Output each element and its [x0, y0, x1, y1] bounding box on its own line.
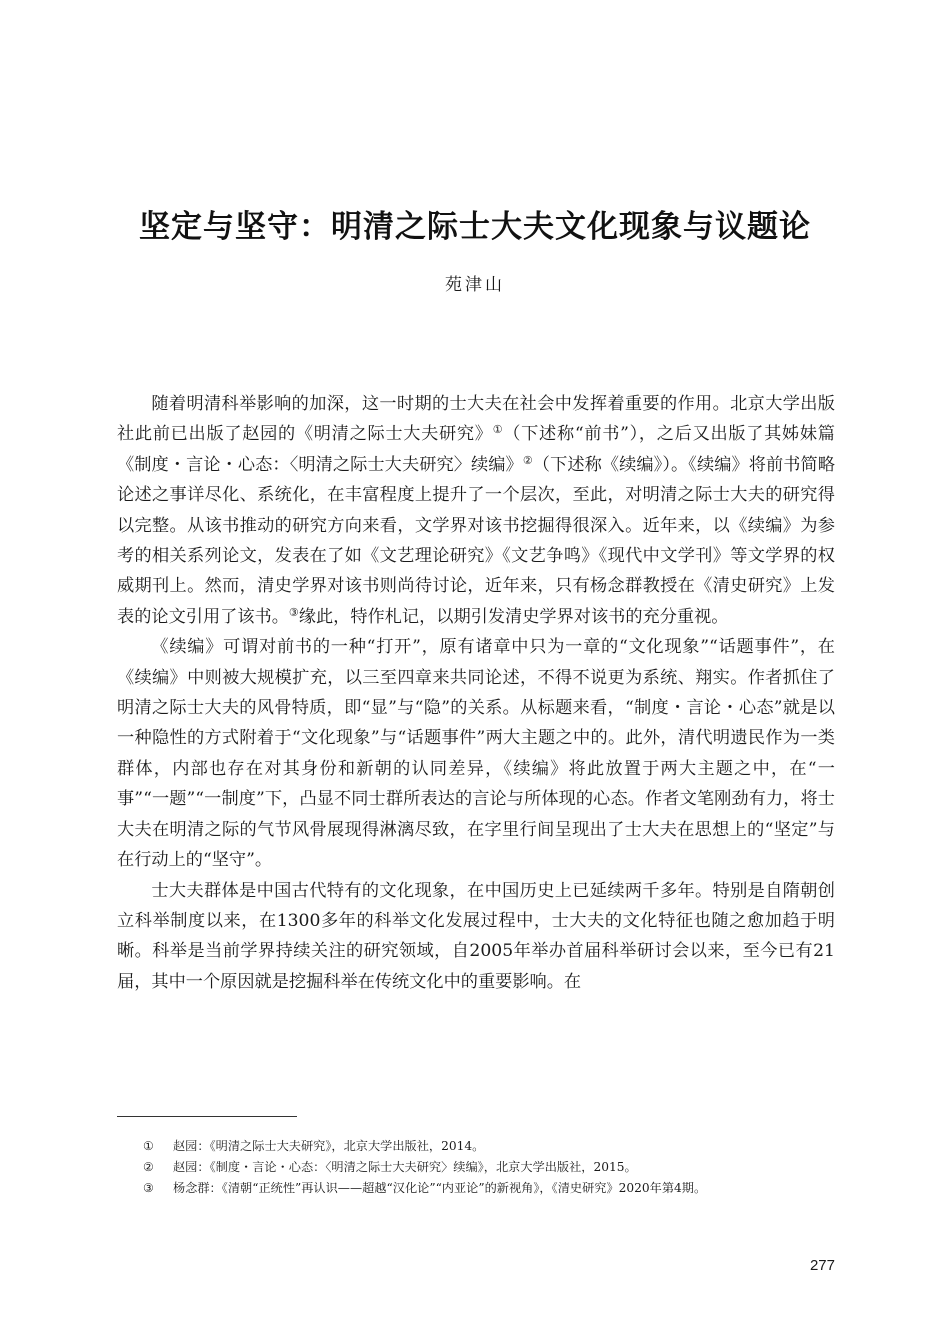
footnote-ref[interactable]: ②: [522, 453, 533, 467]
body-paragraph: 士大夫群体是中国古代特有的文化现象，在中国历史上已延续两千多年。特别是自隋朝创立科举制度以来，在1300多年的科举文化发展过程中，士大夫的文化特征也随之愈加趋于明晰。科举是当前学界持续关注的研究领域，自2005年举办首届科举研讨会以来，至今已有21届，其中一个原因就是挖掘科举在传统文化中的重要影响。在: [117, 880, 835, 992]
body-paragraph: [117, 389, 835, 632]
paragraph-text: 随着明清科举影响的加深，这一时期的士大夫在社会中发挥着重要的作用。北京大学出版社此前已出版了赵园的《明清之际士大夫研究》: [117, 394, 835, 445]
footnote: [143, 1157, 835, 1178]
body-paragraph: 《续编》可谓对前书的一种“打开”，原有诸章中只为一章的“文化现象”“话题事件”，在《续编》中则被大规模扩充，以三至四章来共同论述，不得不说更为系统、翔实。作者抓住了明清之际士大夫的风骨特质，即“显”与“隐”的关系。从标题来看，“制度・言论・心态”就是以一种隐性的方式附着于“文化现象”与“话题事件”两大主题之中的。此外，清代明遗民作为一类群体，内部也存在对其身份和新朝的认同差异，《续编》将此放置于两大主题之中，在“一事”“一题”“一制度”下，凸显不同士群所表达的言论与所体现的心态。作者文笔刚劲有力，将士大夫在明清之际的气节风骨展现得淋漓尽致，在字里行间呈现出了士大夫在思想上的“坚定”与在行动上的“坚守”。: [117, 637, 835, 871]
footnote-text: 赵园：《明清之际士大夫研究》，北京大学出版社，2014。: [173, 1139, 485, 1153]
footnote-text: 赵园：《制度・言论・心态：〈明清之际士大夫研究〉续编》，北京大学出版社，2015。: [173, 1160, 637, 1174]
footnote-mark: ③: [143, 1181, 154, 1195]
article-title: 坚定与坚守：明清之际士大夫文化现象与议题论: [139, 209, 811, 245]
footnote-mark: ①: [143, 1139, 154, 1153]
paragraph-text: 缘此，特作札记，以期引发清史学界对该书的充分重视。: [298, 606, 729, 627]
footnote: [143, 1136, 835, 1157]
footnote: [143, 1178, 835, 1199]
paragraph-text: （下述称“前书”），之后又出版了其姊妹篇《制度・言论・心态：〈明清之际士大夫研究〉续编》: [117, 424, 835, 475]
paragraph-text: （下述称《续编》）。《续编》将前书简略论述之事详尽化、系统化，在丰富程度上提升了一个层次，至此，对明清之际士大夫的研究得以完整。从该书推动的研究方向来看，文学界对该书挖掘得很深入。近年来，以《续编》为参考的相关系列论文，发表在了如《文艺理论研究》《文艺争鸣》《现代中文学刊》等文学界的权威期刊上。然而，清史学界对该书则尚待讨论，近年来，只有杨念群教授在《清史研究》上发表的论文引用了该书。: [117, 454, 836, 627]
footnote-divider: [117, 1116, 297, 1117]
footnote-mark: ②: [143, 1160, 154, 1174]
footnote-ref[interactable]: ③: [288, 605, 299, 619]
footnote-text: 杨念群：《清朝“正统性”再认识——超越“汉化论”“内亚论”的新视角》，《清史研究》2020年第4期。: [173, 1181, 707, 1195]
article-body: [117, 389, 835, 997]
footnotes: [143, 1136, 835, 1199]
page-number: 277: [809, 1257, 835, 1274]
author-name: 苑津山: [445, 275, 505, 295]
footnote-ref[interactable]: ①: [492, 423, 504, 437]
